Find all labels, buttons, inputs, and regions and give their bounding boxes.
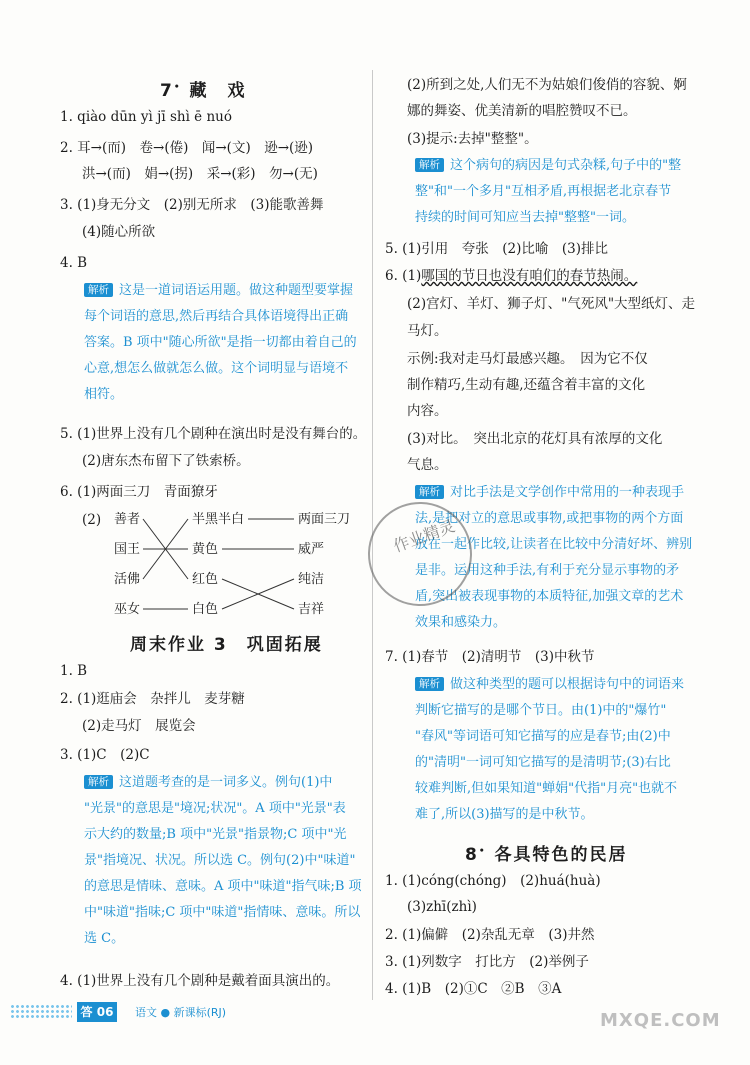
analysis-block-5 — [415, 672, 684, 828]
answer-r6e: 制作精巧,生动有趣,还蕴含着丰富的文化 — [407, 377, 646, 393]
match-mid-4: 白色 — [192, 602, 219, 617]
answer-r7: 7. (1)春节 (2)清明节 (3)中秋节 — [385, 649, 595, 665]
analysis-tag: 解析 — [415, 158, 444, 172]
weekend-answer-3: 3. (1)C (2)C — [60, 747, 150, 763]
answer-6-label: (2) — [82, 512, 102, 528]
answer-2a: 2. 耳→(而) 卷→(倦) 闻→(文) 逊→(逊) — [60, 140, 314, 156]
answer-r6g: (3)对比。 突出北京的花灯具有浓厚的文化 — [407, 431, 663, 447]
analysis-line: 法,是把对立的意思或事物,或把事物的两个方面 — [415, 511, 684, 526]
analysis-tag: 解析 — [84, 283, 113, 297]
analysis-block-2 — [84, 770, 362, 952]
analysis-tag: 解析 — [84, 775, 113, 789]
analysis-line: 放在一起作比较,让读者在比较中分清好坏、辨别 — [415, 537, 693, 552]
answer-3a: 3. (1)身无分文 (2)别无所求 (3)能歌善舞 — [60, 197, 324, 213]
analysis-line: 整"和"一个多月"互相矛盾,再根据老北京春节 — [415, 184, 672, 199]
answer-prefix: 6. (1) — [385, 268, 422, 284]
match-mid-3: 红色 — [192, 572, 219, 587]
answer-s1b: (3)zhī(zhì) — [407, 899, 477, 915]
analysis-block-3 — [415, 153, 681, 231]
answer-r6c: 马灯。 — [407, 323, 448, 339]
lesson-number: 8 — [465, 845, 479, 865]
analysis-line: 选 C。 — [84, 931, 125, 946]
answer-5a: 5. (1)世界上没有几个剧种在演出时是没有舞台的。 — [60, 426, 367, 442]
answer-r2a: (2)所到之处,人们无不为姑娘们俊俏的容貌、婀 — [407, 77, 687, 93]
match-mid-1: 半黑半白 — [192, 512, 245, 527]
analysis-block-1 — [84, 278, 357, 408]
match-left-1: 善者 — [114, 512, 141, 527]
analysis-line: 每个词语的意思,然后再结合具体语境得出正确 — [84, 309, 349, 324]
analysis-line: "春风"等词语可知它描写的应是春节;由(2)中 — [415, 729, 671, 744]
analysis-line: 这个病句的病因是句式杂糅,句子中的"整 — [450, 158, 682, 173]
analysis-line: 盾,突出被表现事物的本质特征,加强文章的艺术 — [415, 589, 684, 604]
matching-diagram — [80, 505, 360, 625]
analysis-line: 这是一道词语运用题。做这种题型要掌握 — [119, 283, 354, 298]
analysis-line: "光景"的意思是"境况;状况"。A 项中"光景"表 — [84, 801, 346, 816]
weekend-homework-title: 周末作业 3 巩固拓展 — [130, 635, 323, 655]
analysis-line: 做这种类型的题可以根据诗句中的词语来 — [450, 677, 685, 692]
answer-r2b: 娜的舞姿、优美清新的唱腔赞叹不已。 — [407, 103, 637, 119]
analysis-tag: 解析 — [415, 485, 444, 499]
analysis-line: 持续的时间可知应当去掉"整整"一词。 — [415, 210, 635, 225]
analysis-line: 判断它描写的是哪个节日。由(1)中的"爆竹" — [415, 703, 667, 718]
answer-r6h: 气息。 — [407, 457, 448, 473]
analysis-line: 是非。运用这种手法,有利于充分显示事物的矛 — [415, 563, 680, 578]
answer-s1a: 1. (1)cóng(chóng) (2)huá(huà) — [385, 873, 601, 889]
answer-4: 4. B — [60, 255, 88, 271]
watermark: MXQE.COM — [600, 1010, 721, 1031]
answer-r6a — [385, 267, 637, 285]
match-left-2: 国王 — [114, 542, 141, 557]
analysis-line: 难了,所以(3)描写的是中秋节。 — [415, 807, 594, 822]
analysis-line: 答案。B 项中"随心所欲"是指一切都由着自己的 — [84, 335, 357, 350]
answer-r3: (3)提示:去掉"整整"。 — [407, 131, 538, 147]
analysis-line: 的"清明"一词可知它描写的是清明节;(3)右比 — [415, 755, 671, 770]
subject-label: 语文 ● 新课标(RJ) — [135, 1006, 227, 1019]
answer-s3: 3. (1)列数字 打比方 (2)举例子 — [385, 954, 589, 970]
answer-2b: 洪→(而) 娟→(拐) 采→(彩) 勿→(无) — [82, 166, 318, 182]
analysis-line: 较难判断,但如果知道"蝉娟"代指"月亮"也就不 — [415, 781, 678, 796]
analysis-line: 示大约的数量;B 项中"光景"指景物;C 项中"光 — [84, 827, 347, 842]
match-mid-2: 黄色 — [192, 542, 219, 557]
answer-5b: (2)唐东杰布留下了铁索桥。 — [82, 453, 250, 469]
weekend-answer-2a: 2. (1)逛庙会 杂拌儿 麦芽糖 — [60, 691, 245, 707]
answer-s2: 2. (1)偏僻 (2)杂乱无章 (3)井然 — [385, 927, 595, 943]
analysis-line: 的意思是情味、意味。A 项中"味道"指气味;B 项 — [84, 879, 362, 894]
stamp-text: 作业精灵 — [390, 516, 458, 556]
weekend-answer-2b: (2)走马灯 展览会 — [82, 718, 196, 734]
answer-r6d: 示例:我对走马灯最感兴趣。 因为它不仅 — [407, 351, 648, 367]
analysis-line: 景"指境况、状况。所以选 C。例句(2)中"味道" — [84, 853, 356, 868]
match-right-1: 两面三刀 — [298, 512, 351, 527]
analysis-line: 中"味道"指味;C 项中"味道"指情味、意味。所以 — [84, 905, 361, 920]
weekend-answer-1: 1. B — [60, 663, 88, 679]
page-number: 答 06 — [77, 1002, 117, 1022]
analysis-line: 相符。 — [84, 387, 124, 402]
match-right-4: 吉祥 — [298, 602, 325, 617]
analysis-line: 心意,想怎么做就怎么做。这个词明显与语境不 — [84, 361, 349, 376]
answer-r6b: (2)宫灯、羊灯、狮子灯、"气死风"大型纸灯、走 — [407, 296, 696, 312]
analysis-line: 效果和感染力。 — [415, 615, 507, 630]
analysis-line: 这道题考查的是一词多义。例句(1)中 — [119, 775, 333, 790]
answer-3b: (4)随心所欲 — [82, 224, 156, 240]
analysis-line: 对比手法是文学创作中常用的一种表现手 — [450, 485, 685, 500]
dot-pattern-decoration — [10, 1004, 72, 1020]
match-left-3: 活佛 — [114, 572, 141, 587]
lesson-title-text: 各具特色的民居 — [494, 845, 628, 865]
answer-1: 1. qiào dūn yì jī shì ē nuó — [60, 109, 232, 125]
answer-6a: 6. (1)两面三刀 青面獠牙 — [60, 484, 218, 500]
answer-r5: 5. (1)引用 夸张 (2)比喻 (3)排比 — [385, 241, 609, 257]
lesson-number: 7 — [160, 81, 174, 101]
match-right-2: 威严 — [298, 542, 325, 557]
lesson-title-text: 藏 戏 — [189, 81, 247, 101]
match-left-4: 巫女 — [114, 602, 141, 617]
analysis-tag: 解析 — [415, 677, 444, 691]
underlined-sentence: 哪国的节日也没有咱们的春节热闹。 — [421, 268, 638, 284]
answer-s4: 4. (1)B (2)①C ②B ③A — [385, 981, 562, 997]
match-right-3: 纯洁 — [298, 572, 325, 587]
lesson7-title: 7• 藏 戏 — [160, 81, 247, 101]
lesson8-title: 8• 各具特色的民居 — [465, 845, 628, 865]
weekend-answer-4: 4. (1)世界上没有几个剧种是戴着面具演出的。 — [60, 973, 340, 989]
answer-r6f: 内容。 — [407, 403, 448, 419]
